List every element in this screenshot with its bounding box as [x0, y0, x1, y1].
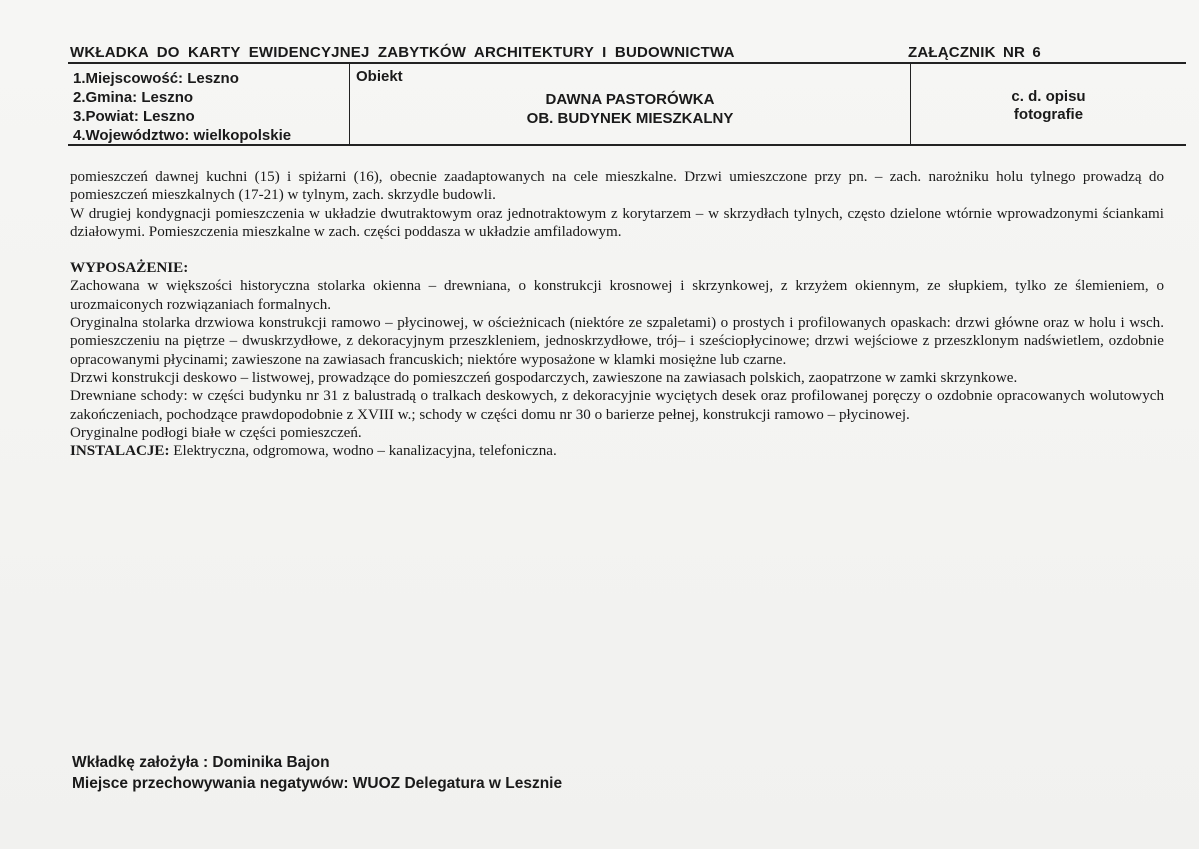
instalacje-text: Elektryczna, odgromowa, wodno – kanalizacyjna, telefoniczna. [169, 443, 557, 460]
paragraph-spacer [70, 241, 1164, 259]
object-label: Obiekt [356, 68, 403, 85]
paragraph: W drugiej kondygnacji pomieszczenia w układzie dwutraktowym oraz jednotraktowym z korytarzem – w skrzydłach tylnych, często dzielone wtórnie wprowadzonymi ściankami działowymi. Pomieszczenia mieszkalne w zach. części poddasza w układzie amfiladowym. [70, 205, 1164, 240]
document-footer [72, 752, 562, 794]
paragraph: Oryginalne podłogi białe w części pomieszczeń. [70, 424, 362, 441]
attachment-number: ZAŁĄCZNIK NR 6 [908, 44, 1041, 61]
paragraph: pomieszczeń dawnej kuchni (15) i spiżarni (16), obecnie zaadaptowanych na cele mieszkalne. Drzwi umieszczone przy pn. – zach. narożniku holu tylnego prowadzą do pomieszczeń mieszkalnych (17-21) w tylnym, zach. skrzydle budowli. [70, 169, 1164, 204]
object-name-line1: DAWNA PASTORÓWKA [545, 91, 715, 108]
paragraph: Drewniane schody: w części budynku nr 31 z balustradą o tralkach deskowych, z dekoracyjnie wyciętych desek oraz profilowanej poręczy o ozdobnie opracowanych wolutowych zakończeniach, pochodzące prawdopodobnie z XVIII w.; schody w części domu nr 30 o barierze pełnej, konstrukcji ramowo – płycinowej. [70, 388, 1164, 423]
paragraph: Zachowana w większości historyczna stolarka okienna – drewniana, o konstrukcji krosnowej i skrzynkowej, z krzyżem okiennym, ze słupkiem, tylko ze ślemieniem, o urozmaiconych rozwiązaniach formalnych. [70, 278, 1164, 313]
description-body [70, 168, 1164, 460]
object-cell [349, 64, 911, 144]
document-title: WKŁADKA DO KARTY EWIDENCYJNEJ ZABYTKÓW ARCHITEKTURY I BUDOWNICTWA [70, 44, 735, 61]
wyposazenie-heading: WYPOSAŻENIE: [70, 260, 189, 277]
instalacje-heading: INSTALACJE: [70, 443, 170, 460]
author-line: Wkładkę założyła : Dominika Bajon [72, 754, 330, 771]
location-info [68, 64, 348, 144]
powiat-field: 3.Powiat: Leszno [73, 108, 195, 125]
header-table [68, 62, 1186, 146]
paragraph: Oryginalna stolarka drzwiowa konstrukcji ramowo – płycinowej, w ościeżnicach (niektóre ze szpaletami) o prostych i profilowanych opaskach: drzwi główne oraz w holu i wsch. pomieszczeniu na piętrze – dwuskrzydłowe, z dekoracyjnym przeszkleniem, jednoskrzydłowe, trój– i sześciopłycinowe; drzwi wejściowe z przeszklonym nadświetlem, ozdobnie opracowanymi płycinami; zawieszone na zawiasach francuskich; niektóre wyposażone w klamki mosiężne lub czarne. [70, 315, 1164, 368]
paragraph: Drzwi konstrukcji deskowo – listwowej, prowadzące do pomieszczeń gospodarczych, zawieszone na zawiasach polskich, zaopatrzone w zamki skrzynkowe. [70, 369, 1018, 386]
object-name-line2: OB. BUDYNEK MIESZKALNY [526, 110, 734, 127]
gmina-field: 2.Gmina: Leszno [73, 89, 194, 106]
object-name [350, 90, 910, 128]
wojewodztwo-field: 4.Województwo: wielkopolskie [73, 127, 292, 144]
location-field: 1.Miejscowość: Leszno [73, 70, 239, 87]
photos-label: fotografie [1013, 106, 1084, 123]
negatives-location-line: Miejsce przechowywania negatywów: WUOZ Delegatura w Lesznie [72, 775, 563, 792]
instalacje-paragraph [70, 442, 1164, 460]
continuation-label: c. d. opisu [1011, 88, 1086, 105]
continuation-cell [911, 64, 1186, 144]
